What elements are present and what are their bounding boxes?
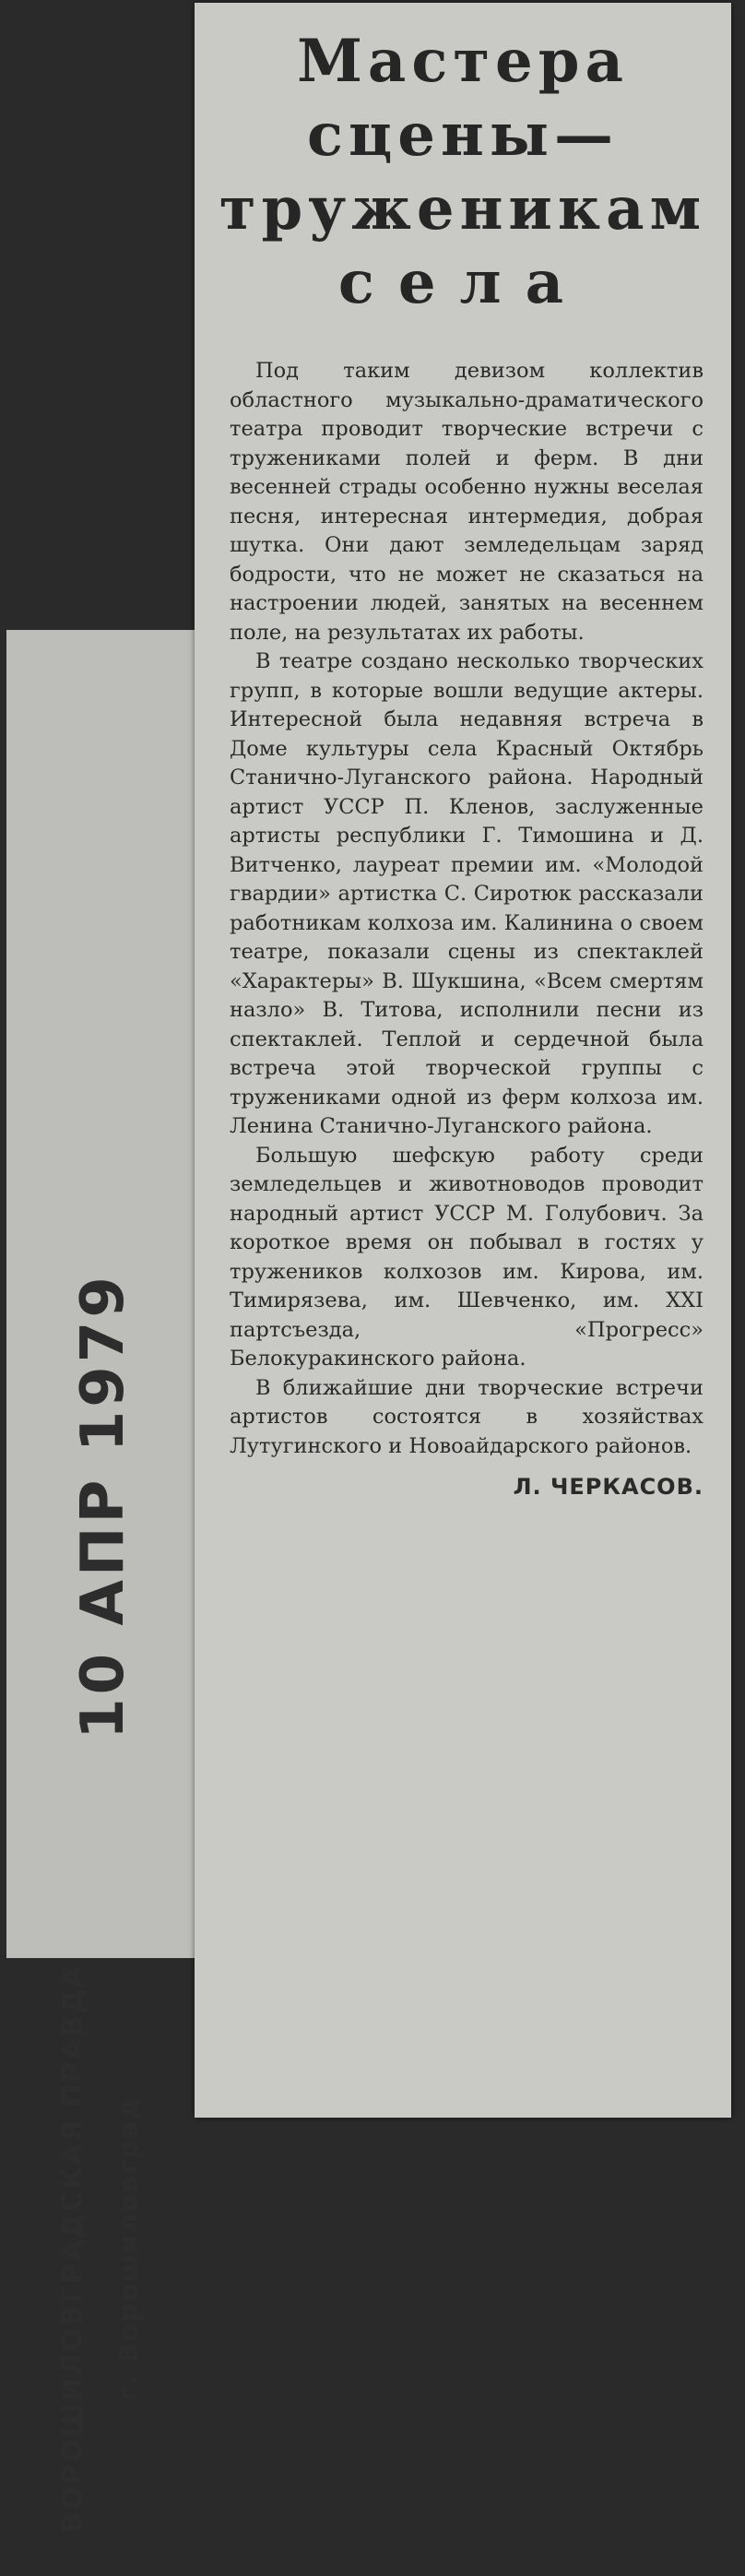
newspaper-clipping — [195, 3, 731, 2118]
date-stamp-text: 10 АПР 1979 — [69, 1273, 137, 1739]
newspaper-name: ВОРОШИЛОВГРАДСКАЯ ПРАВДА — [56, 1964, 89, 2534]
author-signature: Л. ЧЕРКАСОВ. — [513, 1474, 704, 1500]
article-headline — [195, 25, 731, 320]
article-paragraph: Под таким девизом коллектив областного музыкально-драматического театра проводит творческие встречи с тружениками полей и ферм. В дни весенней страды особенно нужны веселая песня, интересная интермедия, добрая шутка. Они дают земледельцам заряд бодрости, что не может не сказаться на настроении людей, занятых на весеннем поле, на результатах их работы. — [230, 359, 704, 645]
newspaper-city: г. Ворошиловград — [112, 2096, 144, 2401]
date-stamp — [62, 1273, 145, 1739]
headline-line: сцены— — [307, 101, 619, 170]
newspaper-stamp — [43, 1921, 163, 2576]
article-paragraph: Большую шефскую работу среди земледельцев и животноводов проводит народный артист УССР М. Голубович. За короткое время он побывал в гостях у тружеников колхозов им. Кирова, им. Тимирязева, им. Шевченко, им. XXI партсъезда, «Прогресс» Белокуракинского района. — [230, 1143, 704, 1371]
headline-line: труженикам — [219, 174, 707, 243]
headline-line: Мастера — [297, 27, 629, 96]
article-body — [230, 357, 704, 1461]
article-paragraph: В ближайшие дни творческие встречи артистов состоятся в хозяйствах Лутугинского и Новоайдарского районов. — [230, 1375, 704, 1458]
article-paragraph: В театре создано несколько творческих групп, в которые вошли ведущие актеры. Интересной была недавняя встреча в Доме культуры села Красный Октябрь Станично-Луганского района. Народный артист УССР П. Кленов, заслуженные артисты республики Г. Тимошина и Д. Витченко, лауреат премии им. «Молодой гвардии» артистка С. Сиротюк рассказали работникам колхоза им. Калинина о своем театре, показали сцены из спектаклей «Характеры» В. Шукшина, «Всем смертям назло» В. Титова, исполнили песни из спектаклей. Теплой и сердечной была встреча этой творческой группы с тружениками одной из ферм колхоза им. Ленина Станично-Луганского района. — [230, 649, 704, 1138]
headline-line: села — [337, 248, 588, 317]
archive-card — [6, 630, 202, 2534]
